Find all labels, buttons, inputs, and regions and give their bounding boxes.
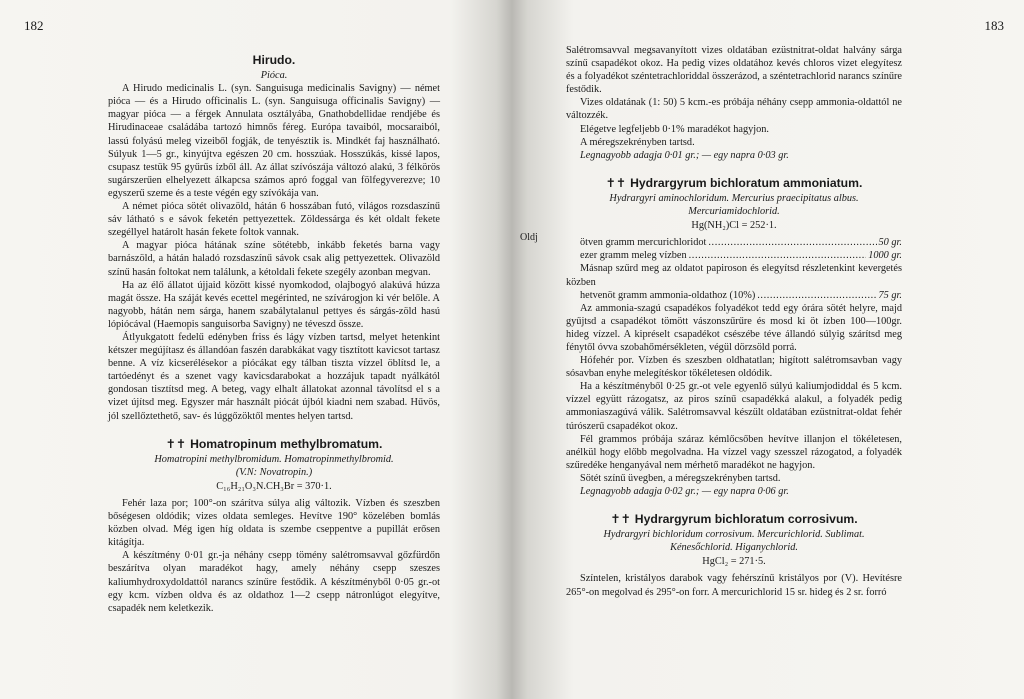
chemical-formula: C₁₆H₂₁O₃N.CH₃Br = 370·1. <box>216 480 332 492</box>
dose-line: Legnagyobb adagja 0·01 gr.; — egy napra 0·03 gr. <box>580 149 789 161</box>
page-number: 182 <box>24 18 44 33</box>
ingredient-row: ezer gramm meleg vízben . . . 1000 gr. <box>566 249 902 262</box>
paragraph: A készítmény 0·01 gr.-ja néhány csepp tömény salétromsavval gőzfürdőn beszárítva olyan maradékot hagy, amely néhány csepp szeszes kaliumhydroxydoldattól narancs színűre festődik. A készítményből 0·05 gr.-ot egy kcm. vízben oldva és az oldathoz 1—2 csepp nátronlúgot elegyítve, csapadék nem keletkezik. <box>108 550 440 614</box>
section-vn: (V.N: Novatropin.) <box>235 466 313 478</box>
paragraph: A Hirudo medicinalis L. (syn. Sanguisuga medicinalis Savigny) — német pióca — és a Hirudo officinalis L. (syn. Sanguisuga officinalis Savigny) — magyar pióca — a férgek Annulata osztályába, Gnathobdellidae rendjébe és Hirudinaceae családába tartozó himnős féreg. Európa tavaiból, mocsaraiból, lassú folyású meleg vizeiből fogják, de tenyésztik is. Mindkét faj használható. Súlyuk 1—5 gr., kinyújtva egészen 20 cm. hosszúak. Hosszúkás, kissé lapos, csupasz testük 95 gyűrűs ízből áll. Az állat szívószája változó alakú, 3 félkörös sugárszerűen elhelyezett álkapcsa számos apró foggal van fölfegyverezve; 10 egyszerű szeme és a teste végén egy szívókája van. <box>108 83 440 199</box>
section-subtitle: Pióca. <box>260 70 288 82</box>
section-synonyms: Hydrargyri aminochloridum. Mercurius praecipitatus albus. <box>609 192 859 204</box>
paragraph: Salétromsavval megsavanyított vizes oldatában ezüstnitrat-oldat halvány sárga színű csapadékot okoz. Ha pedig vizes oldatához kevés chloros vizet elegyítesz és a folyadékot széntetrachloriddal összerázod, a széntetrachlorid narancs színűre festődik. <box>566 45 902 96</box>
paragraph: Fehér laza por; 100°-on szárítva súlya alig változik. Vízben és szeszben bőségesen oldódik; vizes oldata semleges. Hevítve 190° közelében bomlás közben olvad. Még igen híg oldata is szembe cseppentve a pupillát erősen kitágítja. <box>108 498 440 549</box>
paragraph: Ha az élő állatot újjaid között kissé nyomkodod, olajbogyó alakúvá húzza magát össze. Ha száját kevés ecettel megérinted, ne szívárogjon ki vér belőle. A nagyobb, hátán nem sárga, hanem szabálytalanul pettyes és sárgás-zöld hasú lópiócával (Haemopis sanguisorba Savigny) ne téveszd össze. <box>108 279 440 330</box>
section-title: ✝✝ Homatropinum methylbromatum. <box>165 436 383 451</box>
double-cross-icon: ✝✝ <box>605 175 627 190</box>
section-synonyms: Mercuriamidochlorid. <box>688 206 780 218</box>
section-synonyms: Kénesőchlorid. Higanychlorid. <box>670 542 798 554</box>
paragraph: Elégetve legfeljebb 0·1% maradékot hagyjon. <box>580 123 769 135</box>
double-cross-icon: ✝✝ <box>610 512 631 527</box>
ingredient-row: ötven gramm mercurichloridot . . . 50 gr. <box>566 236 902 249</box>
section-synonyms: Hydrargyri bichloridum corrosivum. Mercurichlorid. Sublimat. <box>603 529 865 541</box>
right-text-column <box>566 44 902 599</box>
paragraph: Sötét színű üvegben, a méregszekrényben tartsd. <box>580 472 781 484</box>
margin-note: Oldj <box>520 232 538 243</box>
paragraph: Átlyukgatott fedelű edényben friss és lágy vízben tartsd, melyet hetenkint kétszer megújítasz és állandóan faszén darabkákat vagy tisztított kavicsot tartasz benne. A víz kicserélésekor a piócákat egy tálban tiszta vízzel öblítsd le, a tartóedényt és a szenet vagy kavicsdarabokat a hozzájuk tapadt nyálkától gondosan tisztítsd meg. A beteg, vagy elhalt állatokat azonnal távolítsd el s a vizet újítsd meg. Egyszer már használt piócát újból kiadni nem szabad. Hűvös, jól szellőztethető, sav- és lúggőzöktől mentes helyen tartsd. <box>108 331 440 422</box>
paragraph: A német pióca sötét olivazöld, hátán 6 hosszában futó, világos rozsdaszínű sáv látható s e sávok feketén pettyezettek. Zöldessárga és két oldalt fekete szegéllyel határolt hasán fekete foltok vannak. <box>108 201 440 239</box>
paragraph: Színtelen, kristályos darabok vagy fehérszínű kristályos por (V). Hevítésre 265°-on megolvad és 295°-on forr. A mercurichlorid 15 sr. hideg és 2 sr. forró <box>566 573 902 598</box>
left-text-column <box>108 48 440 615</box>
section-title: Hirudo. <box>252 53 296 67</box>
double-cross-icon: ✝✝ <box>165 436 187 451</box>
right-page <box>512 0 1024 699</box>
section-title: ✝✝ Hydrargyrum bichloratum corrosivum. <box>610 512 858 527</box>
section-title: ✝✝ Hydrargyrum bichloratum ammoniatum. <box>605 175 863 190</box>
paragraph: A méregszekrényben tartsd. <box>580 136 695 148</box>
page-number: 183 <box>984 18 1004 33</box>
paragraph: Ha a készítményből 0·25 gr.-ot vele egyenlő súlyú kaliumjodiddal és 5 kcm. vízzel együtt rázogatsz, az piros színű csapadékká alakul, a folyadék pedig ammoniaszagúvá válik. Salétromsavval készült oldatában ezüstnitrat-oldat fehér túrószerű csapadékot okoz. <box>566 381 902 432</box>
dose-line: Legnagyobb adagja 0·02 gr.; — egy napra 0·06 gr. <box>580 486 789 497</box>
chemical-formula: Hg(NH₂)Cl = 252·1. <box>691 220 777 232</box>
paragraph: Fél grammos próbája száraz kémlőcsőben hevítve illanjon el tökéletesen, anélkül hogy előbb megolvadna. Ha vízzel vagy szesszel rázogatod, a folyadék szűredéke henganyával nem mérhető maradékot ne hagyjon. <box>566 433 902 471</box>
paragraph: A magyar pióca hátának színe sötétebb, inkább feketés barna vagy barnászöld, a hátán haladó rozsdaszínű sávok csak alig pettyezettek. Olivazöld színű hasán foltokat nem találunk, a kétoldali fekete szegély azonban megvan. <box>108 240 440 278</box>
paragraph: Másnap szűrd meg az oldatot papiroson és elegyítsd részletenkint kevergetés közben <box>566 263 902 288</box>
paragraph: Vizes oldatának (1: 50) 5 kcm.-es próbája néhány csepp ammonia-oldattól ne változzék. <box>566 97 902 122</box>
section-synonyms: Homatropini methylbromidum. Homatropinmethylbromid. <box>154 453 394 465</box>
paragraph: Hófehér por. Vízben és szeszben oldhatatlan; higított salétromsavban vagy sósavban enyhe melegítéskor tökéletesen oldódik. <box>566 355 902 380</box>
chemical-formula: HgCl₂ = 271·5. <box>702 556 766 568</box>
ingredient-row: hetvenöt gramm ammonia-oldathoz (10%) . . . 75 gr. <box>566 289 902 302</box>
paragraph: Az ammonia-szagú csapadékos folyadékot tedd egy órára sötét helyre, majd gyűjtsd a csapadékot tömött vászonszűrűre és mosd ki öt ízben 100—100gr. hideg vízzel. A kipréselt csapadékot csészébe téve állandó súlyig szárítsd meg fénytől óvva szobahőmérsékleten, végül dörzsöld porrá. <box>566 302 902 353</box>
